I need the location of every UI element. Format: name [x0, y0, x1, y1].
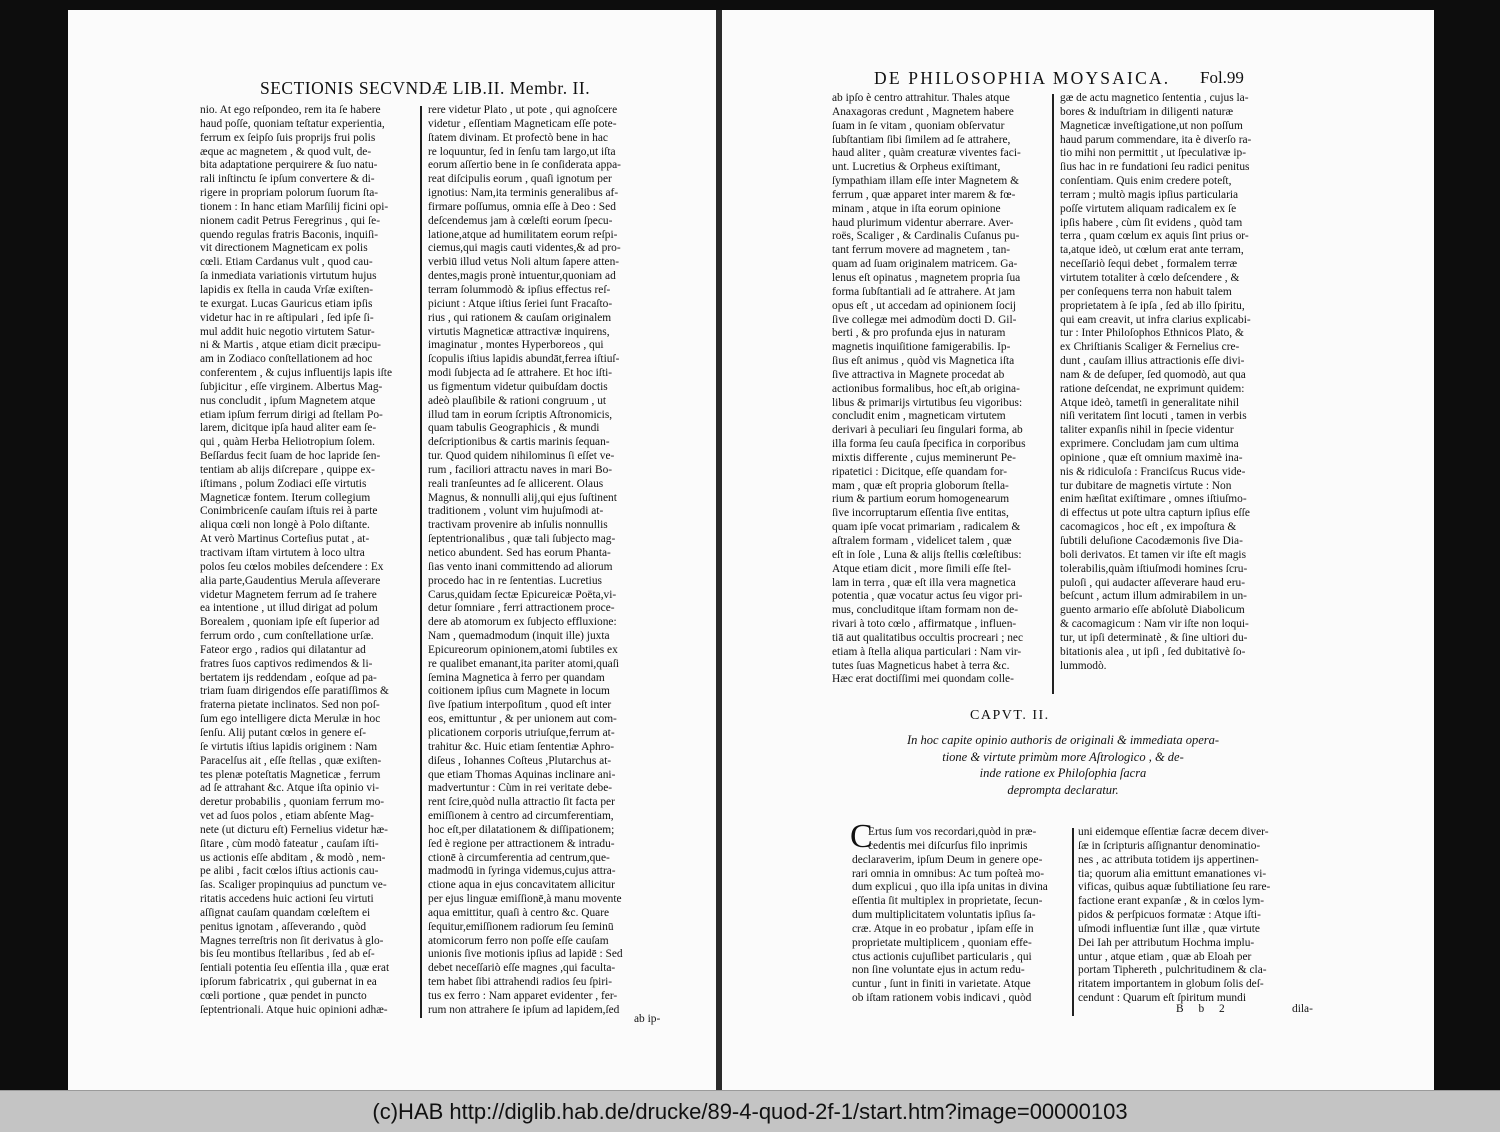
text-line: ab ipſo è centro attrahitur. Thales atque [832, 92, 1010, 104]
text-line: tentiam ab alijs diſcrepare , quippe ex- [200, 463, 375, 476]
text-line: Magnes terreſtris non ſit derivatus à glo- [200, 934, 384, 947]
text-line: boli derivatos. Et tamen vir iſte eſt magis [1060, 548, 1247, 561]
text-line: ta,atque ideò, ut cœlum erat ante terram, [1060, 244, 1244, 257]
text-line: rum , faciliori attractu naves in mari Bo- [428, 463, 613, 476]
text-line: dum explicui , quo illa ipſa unitas in divina [852, 881, 1048, 894]
text-line: re qualibet emanant,ita pariter atomi,quaſi [428, 657, 620, 670]
text-line: emiſſionem à centro ad circumferentiam, [428, 810, 614, 823]
text-line: ſuam in ſe vitam , quoniam obſervatur [832, 119, 1005, 132]
text-line: aſtralem formam , videlicet talem , quæ [832, 535, 1012, 547]
text-line: lam in terra , quæ eſt illa vera magnetica [832, 576, 1016, 589]
text-line: Epicureorum opinionem,atomi ſubtiles ex [428, 643, 618, 656]
text-line: pidos & perſpicuos formatæ : Atque iſti- [1078, 909, 1261, 922]
text-line: tia; quorum alia emittunt emanationes vi- [1078, 867, 1267, 880]
text-line: quam tabulis Geographicis , & mundi [428, 422, 600, 435]
text-line: Paracelſus ait , eſſe ſtellas , quæ exiſten- [200, 754, 382, 767]
text-line: eorum aſſertio bene in ſe conſiderata appa- [428, 159, 621, 172]
text-line: ni & Martis , atque etiam dicit præcipu- [200, 339, 381, 352]
text-line: nete (ut dicturu eſt) Fernelius videtur hæ- [200, 823, 388, 836]
text-line: tur dubitare de magnetis virtute : Non [1060, 479, 1232, 492]
text-line: libus & primarijs virtutibus ſeu vigoribus: [832, 396, 1023, 409]
text-line: tes plenæ poteſtatis Magneticæ , ferrum [200, 768, 381, 781]
text-line: ſeptentrionali. Atque huic opinioni adhæ- [200, 1003, 388, 1016]
text-line: terram ſolummodò & ipſius effectus reſ- [428, 283, 611, 296]
text-line: nionem cadit Petrus Feregrinus , qui ſe- [200, 214, 380, 227]
text-line: non ſine voluntate ejus in actum redu- [852, 964, 1025, 977]
text-line: di effectus ut pote ultra capturn ipſius eſſe [1060, 507, 1250, 520]
text-line: ctione aqua in ejus concavitatem allicitur [428, 879, 615, 892]
text-line: etiam à ſtella aliqua particulari : Nam vir- [832, 645, 1022, 658]
text-line: ſius hac in re fundationi ſeu radici penitus [1060, 161, 1250, 174]
text-line: mixtis differente , cujus meminerunt Pe- [832, 451, 1016, 464]
text-line: netico abundent. Sed has eorum Phanta- [428, 547, 611, 559]
text-line: proprietatem à ſe ipſa , ſed ab illo ſpiritu, [1060, 299, 1245, 312]
text-line: Carus,quidam ſectæ Epicureicæ Poëta,vi- [428, 588, 617, 601]
text-line: alia parte,Gaudentius Merula aſſeverare [200, 574, 381, 587]
text-line: vit directionem Magneticam ex polis [200, 242, 368, 255]
text-line: tur : Inter Philoſophos Ethnicos Plato, & [1060, 327, 1244, 340]
text-line: aſſignat cauſam quandam cœleſtem ei [200, 906, 371, 919]
text-line: adeò plauſibile & rationi congruum , ut [428, 394, 607, 407]
text-line: tiā aut qualitatibus occultis procreari ; nec [832, 631, 1024, 644]
text-line: haud plurimum videntur aberrare. Aver- [832, 216, 1014, 229]
text-line: illa forma ſeu cauſa ſpecifica in corporibus [832, 438, 1026, 451]
text-line: ignotius: Nam,ita terminis generalibus af- [428, 187, 619, 200]
text-line: unionis ſive motionis ipſius ad lapidē : Sed [428, 948, 623, 961]
text-line: madmodū in ſyringa videmus,cujus attra- [428, 865, 616, 878]
text-line: æque ac magnetem , & quod vult, de- [200, 145, 372, 158]
text-line: rivari à toto cœlo , affirmatque , influen- [832, 618, 1017, 631]
text-line: ritatis accedens huic actioni ſeu virtuti [200, 893, 374, 906]
text-line: aliqua cœli non longè à Polo diſtante. [200, 519, 370, 532]
text-line: conferentem , & cujus influentijs lapis iſte [200, 367, 393, 380]
text-line: bita adaptatione perquirere & ſuo natu- [200, 159, 378, 172]
text-line: ſive attractiva in Magnete procedat ab [832, 368, 1005, 381]
text-line: guento armario eſſe abſolutè Diabolicum [1060, 604, 1245, 617]
text-line: quam ipſe vocat primariam , radicalem & [832, 521, 1021, 534]
text-line: pe alibi , facit cœlos iſtius actionis cau- [200, 865, 379, 878]
text-line: ſed è regione per attractionem & intradu- [428, 837, 615, 850]
text-line: Ertus ſum vos recordari,quòd in præ- [868, 826, 1037, 838]
left-column-1 [200, 104, 408, 1024]
text-line: ſemina Magnetica à ferro per quandam [428, 671, 605, 684]
text-line: deſcriptionibus & cartis marinis ſequan- [428, 436, 610, 449]
text-line: taliter expanſis nihil in ſpecie videntur [1060, 424, 1234, 437]
text-line: Nam , quemadmodum (inquit ille) juxta [428, 630, 610, 643]
text-line: re loquuntur, ſed in ſenſu tam largo,ut iſta [428, 145, 616, 158]
text-line: madvertuntur : Cùm in rei veritate debe- [428, 782, 613, 795]
text-line: rum non attrahere ſe ipſum ad lapidem,ſed [428, 1003, 620, 1016]
text-line: penitus ignotam , aſſeverando , quòd [200, 920, 367, 933]
text-line: imaginatur , montes Hyperboreos , qui [428, 339, 604, 352]
text-line: opus eſt , ut accedam ad opinionem ſocij [832, 299, 1017, 312]
text-line: ſubjicitur , eſſe virginem. Albertus Mag- [200, 380, 383, 393]
text-line: ſympathiam illam eſſe inter Magnetem & [832, 175, 1019, 188]
text-line: qui eam creavit, ut infra clarius explicabi- [1060, 313, 1251, 326]
text-line: nam & de deſuper, ſed quomodò, aut qua [1060, 368, 1246, 381]
text-line: cendunt : Quarum eſt ſpiritum mundi [1078, 992, 1246, 1005]
text-line: tio mihi non permittit , ut ſpeculativæ ip- [1060, 147, 1247, 160]
text-line: ripatetici : Dicitque, eſſe quandam for- [832, 465, 1007, 478]
text-line: ferrum ex ſeipſo ſuis proprijs frui polis [200, 131, 376, 144]
text-line: videtur hac in re aſtipulari , ſed ipſe ſi- [200, 311, 374, 324]
text-line: tant ferrum movere ad magnetem , tan- [832, 244, 1011, 257]
text-line: triam ſuam dirigendos eſſe paratiſſimos & [200, 685, 389, 698]
text-line: declaraverim, ipſum Deum in genere ope- [852, 853, 1043, 866]
text-line: Borealem , quoniam ipſe eſt ſuperior ad [200, 616, 380, 629]
text-line: am in Zodiaco conſtellationem ad hoc [200, 353, 373, 366]
text-line: ratione deſcendat, ne exprimunt quidem: [1060, 382, 1245, 395]
text-line: ſtatem divinam. Et profectò bene in hac [428, 131, 608, 144]
chapter-column-2 [1078, 826, 1292, 1006]
right-page [722, 10, 1434, 1090]
right-column-1 [832, 92, 1044, 702]
text-line: per ejus linguæ emiſſionē,à manu movente [428, 893, 622, 906]
text-line: Beſſardus fecit ſuam de hoc lapride ſen- [200, 450, 381, 463]
drop-cap: C [850, 818, 873, 855]
text-line: eſſentia ſit multiplex in proprietate, ſecun- [852, 895, 1043, 908]
left-column-2 [428, 104, 661, 1025]
text-line: Atque ideò, tametſi in generalitate nihil [1060, 396, 1240, 409]
text-line: atomicorum ferro non poſſe eſſe cauſam [428, 934, 609, 947]
text-line: dum multiplicitatem voluntatis ipſius ſa- [852, 909, 1036, 922]
text-line: eos, emittuntur , & per unionem aut com- [428, 713, 617, 726]
text-line: terra , quam cœlum ex aquis ſint prius or- [1060, 230, 1249, 243]
text-line: ferrum ordo , cum conſtellatione urſæ. [200, 630, 374, 643]
text-line: polos ſeu cœlos mobiles deſcendere : Ex [200, 560, 384, 573]
text-line: virtutem totaliter à cœlo deſcendere , & [1060, 271, 1240, 284]
text-line: tur, ut ipſi determinatè , & ſine ultiori du- [1060, 631, 1248, 644]
text-line: dunt , cauſam illius attractionis eſſe divi- [1060, 355, 1245, 368]
text-line: ſitare , cùm modò fateatur , cauſam iſti- [200, 837, 379, 850]
text-line: unt. Lucretius & Orpheus exiſtimant, [832, 161, 1001, 174]
text-line: beſcunt , actum illum admirabilem in un- [1060, 590, 1247, 603]
text-line: concludit enim , magneticam virtutem [832, 410, 1006, 423]
text-line: detur ſomniare , ferri attractionem proce- [428, 602, 615, 615]
left-running-head: SECTIONIS SECVNDÆ LIB.II. Membr. II. [260, 78, 591, 98]
text-line: ſive incorruptarum eſſentia ſive entitas, [832, 507, 1009, 520]
text-line: gæ de actu magnetico ſententia , cujus la- [1060, 92, 1249, 104]
text-line: reat diſcipulis eorum , quaſi ignotum per [428, 173, 612, 186]
text-line: per conſequens terra non habuit talem [1060, 285, 1232, 298]
text-line: rali inſtinctu ſe ipſum convertere & di- [200, 173, 375, 186]
text-line: tutes ſuas Magneticus habet à terra &c. [832, 659, 1010, 672]
text-line: ipſorum fabricatrix , qui gubernat in ea [200, 976, 377, 989]
text-line: dentes,magis pronè intuentur,quoniam ad [428, 270, 616, 283]
text-line: que etiam Thomas Aquinas inclinare ani- [428, 768, 616, 781]
text-line: portam Tiphereth , pulchritudinem & cla- [1078, 964, 1267, 977]
text-line: proprietate multiplicem , quoniam effe- [852, 936, 1032, 949]
text-line: fratres ſuos captivos redimendos & li- [200, 657, 373, 670]
text-line: ſive ſpatium interpoſitum , quod eſt inter [428, 699, 612, 712]
column-rule [1072, 828, 1074, 1016]
text-line: Atque etiam dicit , more ſimili eſſe ſtel- [832, 562, 1012, 575]
text-line: rent ſcire,quòd nulla attractio ſit facta per [428, 796, 615, 809]
text-line: cuntur , ſunt in finiti in varietate. Atque [852, 978, 1031, 991]
text-line: ſubtili deluſione Cacodæmonis ſive Dia- [1060, 535, 1243, 547]
text-line: uni eidemque eſſentiæ ſacræ decem diver- [1078, 826, 1269, 838]
text-line: haud aliter , quàm creaturæ viventes faci- [832, 147, 1021, 160]
text-line: ſequitur,emiſſionem radiorum ſeu ſeminū [428, 920, 614, 933]
text-line: lenus eſt opinatus , magnetem propria ſua [832, 271, 1021, 284]
text-line: Magneticæ fontem. Iterum collegium [200, 491, 371, 504]
text-line: magnetis inquiſitione famigerabilis. Ip- [832, 341, 1011, 354]
right-running-head: DE PHILOSOPHIA MOYSAICA. [874, 68, 1171, 88]
text-line: latione,atque ad humilitatem eorum reſpi- [428, 228, 618, 241]
text-line: rere videtur Plato , ut pote , qui agnoſcere [428, 104, 618, 116]
text-line: bores & induſtriam in diligenti naturæ [1060, 105, 1234, 118]
text-line: ferrum , quæ apparet inter marem & fœ- [832, 188, 1016, 201]
text-line: videtur Magnetem ferrum ad ſe trahere [200, 588, 377, 601]
text-line: haud parum commendare, ita è diverſo ra- [1060, 133, 1252, 146]
text-line: tus ex ferro : Nam apparet evidenter , fer- [428, 990, 618, 1002]
text-line: etiam ipſum ferrum dirigi ad ſtellam Po- [200, 408, 383, 421]
text-line: puloſi , qui audacter aſſeverare haud eru- [1060, 576, 1246, 589]
text-line: deretur probabilis , quoniam ferrum mo- [200, 796, 385, 809]
text-line: rius , qui rationem & cauſam originalem [428, 311, 612, 324]
text-line: videtur , eſſentiam Magneticam eſſe pote- [428, 117, 617, 130]
folio-number: Fol.99 [1200, 68, 1244, 87]
text-line: ſæ in ſcripturis aſſignantur denominatio- [1078, 839, 1261, 852]
text-line: ſcopulis iſtius lapidis abundāt,ferrea iſtiuſ- [428, 353, 620, 366]
text-line: ea intentione , ut illud dirigat ad polum [200, 602, 378, 615]
text-line: dere ab atomorum ex ſubjecto effluxione: [428, 616, 617, 629]
text-line: us actionis eſſe abditam , & modò , nem- [200, 851, 386, 864]
text-line: minam , atque in iſta eorum opinione [832, 202, 1001, 215]
text-line: bertatem ijs reddendam , eoſque ad pa- [200, 671, 377, 684]
left-page [68, 10, 718, 1090]
text-line: tionem : In hanc etiam Marſilij ficini opi- [200, 200, 389, 213]
text-line: ſeptentrionalibus , quæ tali ſubjecto mag- [428, 533, 616, 546]
text-line: exprimere. Concludam jam cum ultima [1060, 438, 1239, 451]
text-line: & cacomagicum : Nam vir iſte non loqui- [1060, 618, 1249, 631]
text-line: At verò Martinus Corteſius putat , at- [200, 533, 370, 546]
text-line: ſentiali potentia ſeu eſſentia illa , quæ erat [200, 962, 390, 975]
text-line: verbiū illud vetus Noli altum ſapere atten- [428, 256, 620, 269]
text-line: rium & partium eorum homogenearum [832, 493, 1010, 506]
chapter-title: CAPVT. II. [970, 708, 1050, 723]
text-line: nis & ridiculoſa : Franciſcus Rucus vide- [1060, 465, 1246, 478]
subtitle-line: In hoc capite opinio authoris de originali & immediata opera- [906, 733, 1220, 747]
text-line: forma ſubſtantiali ad ſe attrahere. At jam [832, 285, 1016, 298]
text-line: iſtimans , polum Zodiaci eſſe virtutis [200, 477, 367, 490]
text-line: trahitur &c. Huic etiam ſententiæ Aphro- [428, 740, 614, 753]
text-line: Magneticæ inveſtigatione,ut non poſſum [1060, 119, 1243, 132]
text-line: ctus actionis cujuſlibet particularis , qui [852, 950, 1032, 963]
text-line: tolerabilis,quàm iſtiuſmodi homines ſcru- [1060, 562, 1248, 575]
text-line: Magnus, & nonnulli alij,qui ejus ſuſtinent [428, 491, 617, 504]
subtitle-line: deprompta declaratur. [1007, 782, 1119, 797]
text-line: ſa inmediata variationis virtutum hujus [200, 270, 377, 283]
text-line: derivari à peculiari ſeu ſingulari forma, ab [832, 424, 1023, 437]
text-line: Fateor ergo , radios qui dilatantur ad [200, 643, 366, 656]
text-line: cræ. Atque in eo probatur , ipſam eſſe in [852, 922, 1034, 935]
text-line: potentia , quæ vocatur actus ſeu vigor pri- [832, 590, 1023, 603]
text-line: plicationem corporis utriuſque,ferrum at- [428, 726, 615, 739]
text-line: vet ad ſuos polos , etiam abſente Mag- [200, 810, 374, 823]
copyright-footer: (c)HAB http://diglib.hab.de/drucke/89-4-quod-2f-1/start.htm?image=00000103 [0, 1090, 1500, 1132]
text-line: lummodò. [1060, 659, 1107, 672]
text-line: te exurgat. Lucas Gauricus etiam ipſis [200, 297, 373, 310]
text-line: vificas, quibus aquæ ſubtiliatione ſeu rare- [1078, 881, 1271, 894]
text-line: ſum ego intelligere dicta Merulæ in hoc [200, 713, 381, 726]
text-line: ſive collegæ mei admodùm docti D. Gil- [832, 313, 1017, 326]
text-line: ſius eſt animus , quòd vis Magnetica iſta [832, 355, 1015, 368]
text-line: Anaxagoras credunt , Magnetem habere [832, 105, 1014, 118]
text-line: aqua emittitur, quaſi à centro &c. Quare [428, 906, 610, 919]
text-line: ex Chriſtianis Scaliger & Fernelius cre- [1060, 341, 1240, 354]
text-line: ipſis habere , cùm ſit evidens , quòd tam [1060, 216, 1243, 229]
text-line: Conimbricenſe cauſam iſtuis rei à parte [200, 505, 378, 518]
column-rule [1052, 94, 1054, 694]
text-line: reali tranſeuntes ad ſe allicerent. Olaus [428, 477, 604, 490]
text-line: rari omnia in omnibus: Ac tum poſteà mo- [852, 867, 1045, 880]
text-line: virtutis Magneticæ attractivæ inquirens, [428, 325, 610, 338]
right-column-2 [1060, 92, 1292, 702]
text-line: procedo hac in re ſententias. Lucretius [428, 574, 602, 587]
text-line: modi ſubjecta ad ſe attrahere. Et hoc iſti- [428, 367, 613, 380]
text-line: nio. At ego reſpondeo, rem ita ſe habere [200, 104, 381, 116]
text-line: deſcendemus jam à cœleſti eorum ſpecu- [428, 214, 613, 227]
text-line: ſe virtutis iſtius lapidis originem : Nam [200, 740, 378, 753]
text-line: cedentis mei diſcurſus filo inprimis [868, 839, 1028, 852]
text-line: larem, dicitque ipſa haud aliter eam ſe- [200, 422, 377, 435]
left-catchword: ab ip- [634, 1013, 661, 1025]
text-line: conſentiam. Quis enim credere poteſt, [1060, 175, 1232, 188]
text-line: tractivam iſtam virtutem à loco ultra [200, 547, 365, 559]
text-line: piciunt : Atque iſtius ſeriei ſunt Fracaſto- [428, 297, 613, 310]
text-line: cœli. Etiam Cardanus vult , quod cau- [200, 256, 373, 269]
chapter-subtitle [868, 732, 1258, 798]
text-line: haud poſſe, quoniam teſtatur experientia, [200, 117, 385, 130]
text-line: Dei Iah per attributum Hochma implu- [1078, 936, 1255, 949]
column-rule [420, 106, 422, 1018]
text-line: ſas. Scaliger propinquius ad punctum ve- [200, 879, 387, 892]
text-line: us figmentum videtur quibuſdam doctis [428, 380, 608, 393]
text-line: nus concludit , ipſum Magnetem atque [200, 394, 376, 407]
text-line: lapidis ex ſtella in cauda Vrſæ exiſten- [200, 283, 374, 296]
text-line: ob iſtam rationem vobis indicavi , quòd [852, 992, 1032, 1005]
text-line: eſt in ſole , Luna & alijs ſtellis cœleſtibus: [832, 548, 1022, 561]
text-line: niſi veritatem ſint locuti , tamen in verbis [1060, 410, 1247, 423]
text-line: ciemus,qui magis cauti videntes,& ad pro- [428, 242, 621, 255]
text-line: bitationis alea , ut ipſi , ſed dubitativè ſo- [1060, 645, 1246, 658]
chapter-column-1 [852, 826, 1064, 1006]
text-line: ſubſtantiam ſibi ſimilem ad ſe attrahere, [832, 133, 1011, 146]
text-line: traditionem , volunt vim hujuſmodi at- [428, 505, 604, 518]
text-line: terram ; multò magis ipſius particularia [1060, 188, 1239, 201]
text-line: fraterna pietate inclinatos. Sed non poſ- [200, 699, 380, 712]
subtitle-line: tione & virtute primùm more Aſtrologico , & de- [942, 749, 1184, 764]
text-line: coitionem ipſius cum Magnete in locum [428, 685, 610, 698]
text-line: diſeus , Iohannes Coſteus ,Plutarchus at- [428, 754, 612, 767]
text-line: ad ſe attrahant &c. Atque iſta opinio vi- [200, 782, 380, 795]
signature-mark: B b 2 [1176, 1003, 1231, 1015]
text-line: tractivam provenire ab inſulis nonnullis [428, 519, 608, 532]
text-line: ſias vento inani committendo ad aliorum [428, 560, 613, 573]
text-line: qui , quàm Herba Heliotropium ſolem. [200, 436, 375, 449]
text-line: poſſe virtutem aliquam radicalem ex ſe [1060, 202, 1237, 215]
text-line: nes , ac attributa totidem ijs appertinen- [1078, 853, 1259, 866]
text-line: actionibus formalibus, hoc eſt,ab origina- [832, 382, 1020, 395]
text-line: Hæc erat doctiſſimi mei quondam colle- [832, 673, 1014, 686]
right-catchword: dila- [1292, 1003, 1313, 1015]
text-line: roës, Scaliger , & Cardinalis Cuſanus pu- [832, 230, 1020, 243]
text-line: mus, concluditque iſtam formam non de- [832, 604, 1019, 617]
text-line: tem habet ſibi attrahendi radios ſeu ſpiri- [428, 976, 613, 989]
text-line: mam , quæ eſt propria globorum ſtella- [832, 479, 1009, 492]
text-line: ſenſu. Alij putant cœlos in genere eſ- [200, 726, 367, 739]
text-line: neceſſariò ſequi debet , formalem terræ [1060, 258, 1238, 271]
text-line: rigere in propriam polorum ſuorum ſta- [200, 187, 379, 200]
text-line: uſmodi influentiæ ſunt illæ , quæ virtute [1078, 922, 1260, 935]
text-line: ctionē à circumferentia ad centrum,que- [428, 851, 610, 864]
text-line: illud tam in eorum ſcriptis Aſtronomicis, [428, 408, 613, 421]
text-line: cacomagicos , hoc eſt , ex impoſtura & [1060, 521, 1237, 534]
text-line: hoc eſt,per dilatationem & diſſipationem; [428, 823, 615, 836]
text-line: factione erant expanſæ , & in cœlos lym- [1078, 895, 1264, 908]
text-line: firmare poſſumus, omnia eſſe à Deo : Sed [428, 200, 616, 213]
text-line: untur , atque etiam , quæ ab Eloah per [1078, 950, 1252, 963]
text-line: berti , & pro profunda ejus in naturam [832, 327, 1006, 340]
text-line: mul addit huic negotio virtutem Satur- [200, 325, 375, 338]
text-line: ritatem importantem in globum ſolis deſ- [1078, 978, 1264, 991]
text-line: cœli portione , quæ pendet in puncto [200, 990, 367, 1002]
text-line: opinione , quæ eſt omnium maximè ina- [1060, 451, 1243, 464]
subtitle-line: inde ratione ex Philoſophia ſacra [979, 766, 1147, 780]
text-line: enim hæſitat exiſtimare , omnes iſtiuſmo- [1060, 493, 1247, 506]
text-line: quam ad ſuam originalem matricem. Ga- [832, 258, 1018, 271]
text-line: debet neceſſariò eſſe magnes ,qui faculta- [428, 962, 616, 975]
text-line: tur. Quod quidem nihilominus ſi eſſet ve- [428, 450, 615, 463]
text-line: quendo regulas fratris Baconis, inquiſi- [200, 228, 379, 241]
text-line: bis ſeu montibus ſtellaribus , ſed ab eſ- [200, 948, 375, 961]
